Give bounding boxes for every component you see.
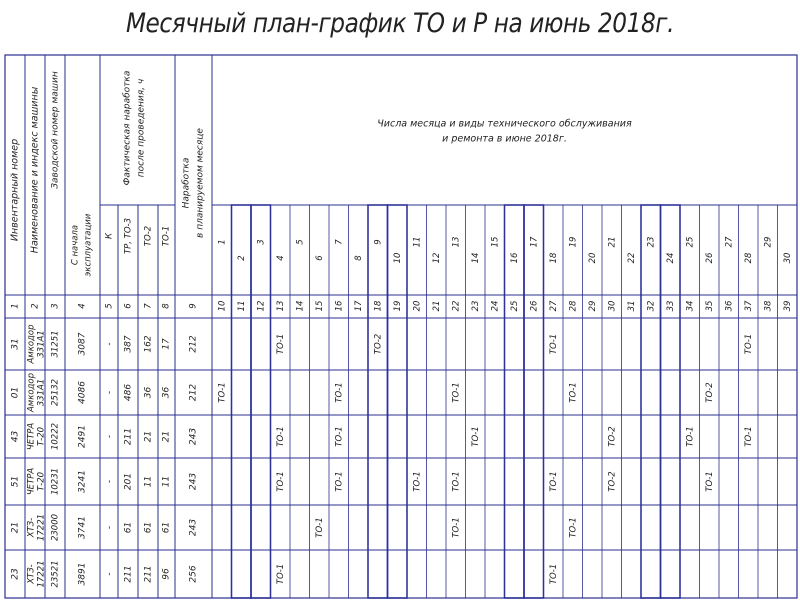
day-number: 6 (314, 255, 325, 261)
maintenance-event: ТО-2 (607, 426, 618, 447)
day-number: 23 (646, 236, 657, 248)
header-planned-1: Наработка (181, 157, 192, 209)
weekend-column-highlight (251, 205, 271, 598)
maintenance-event: ТО-2 (704, 382, 715, 403)
day-number: 4 (275, 255, 286, 261)
row-to1: 17 (161, 338, 172, 350)
day-number: 1 (217, 239, 228, 245)
row-planned: 243 (188, 518, 199, 537)
day-number: 25 (685, 236, 696, 248)
row-factory: 31251 (50, 330, 61, 358)
maintenance-event: ТО-1 (314, 517, 325, 538)
day-number: 18 (548, 252, 559, 264)
row-k: - (104, 390, 115, 395)
maintenance-event: ТО-1 (451, 382, 462, 403)
row-to1: 21 (161, 430, 172, 443)
col-number: 6 (123, 303, 134, 309)
header-days-1: Числа месяца и виды технического обслуживания (377, 118, 632, 130)
row-name-2: Т-20 (36, 471, 47, 492)
col-number: 15 (314, 300, 325, 312)
maintenance-event: ТО-1 (412, 471, 423, 492)
row-name-2: Т-20 (36, 426, 47, 447)
col-number: 30 (607, 300, 618, 312)
maintenance-event: ТО-1 (568, 382, 579, 403)
col-number: 22 (451, 300, 462, 312)
day-number: 12 (431, 252, 442, 264)
header-days-2: и ремонта в июне 2018г. (442, 133, 567, 145)
row-k: - (104, 572, 115, 576)
col-number: 32 (646, 300, 657, 312)
day-number: 11 (412, 236, 423, 248)
col-number: 10 (217, 300, 228, 312)
row-tr: 211 (123, 427, 134, 446)
sub-header-0: К (104, 232, 115, 240)
day-number: 14 (470, 252, 481, 264)
row-to2: 211 (143, 565, 154, 583)
maintenance-event: ТО-1 (704, 471, 715, 492)
row-name-1: ХТЗ- (26, 517, 37, 538)
header-name: Наименование и индекс машины (29, 86, 41, 254)
day-number: 15 (490, 236, 501, 248)
day-number: 17 (529, 236, 540, 248)
col-number: 24 (490, 300, 501, 312)
row-k: - (104, 434, 115, 439)
weekend-column-highlight (232, 205, 252, 598)
maintenance-event: ТО-1 (685, 426, 696, 447)
day-number: 8 (353, 255, 364, 261)
maintenance-event: ТО-1 (275, 471, 286, 492)
day-number: 2 (236, 255, 247, 261)
col-number: 21 (431, 300, 442, 312)
col-number: 14 (295, 300, 306, 312)
maintenance-event: ТО-1 (743, 333, 754, 355)
row-k: - (104, 525, 115, 530)
col-number: 25 (509, 300, 520, 312)
row-k: - (104, 342, 115, 346)
col-number: 19 (392, 300, 403, 312)
row-factory: 10231 (50, 467, 61, 496)
maintenance-event: ТО-1 (334, 426, 345, 447)
row-name-1: ЧЕТРА (26, 467, 37, 496)
row-inventory: 01 (10, 386, 21, 399)
row-name-1: ЧЕТРА (26, 422, 37, 451)
row-to1: 11 (161, 475, 172, 488)
day-number: 20 (587, 252, 598, 264)
row-k: - (104, 479, 115, 484)
maintenance-event: ТО-1 (275, 333, 286, 355)
row-since-start: 3891 (77, 562, 88, 586)
row-to1: 36 (161, 386, 172, 399)
row-factory: 25132 (50, 378, 61, 407)
row-since-start: 2491 (77, 425, 88, 448)
col-number: 2 (30, 303, 41, 309)
day-number: 27 (724, 236, 735, 248)
maintenance-event: ТО-1 (470, 426, 481, 447)
row-to2: 11 (143, 475, 154, 488)
col-number: 9 (188, 303, 199, 309)
col-number: 35 (704, 300, 715, 312)
col-number: 16 (334, 300, 345, 312)
row-tr: 201 (123, 472, 134, 491)
col-number: 8 (161, 303, 172, 309)
header-actual-1: Фактическая наработка (122, 70, 133, 186)
header-actual-2: после проведения, ч (136, 78, 147, 178)
day-number: 26 (704, 252, 715, 264)
header-since-start-2: эксплуатации (83, 213, 94, 277)
row-to1: 96 (161, 568, 172, 580)
col-number: 26 (529, 300, 540, 312)
row-inventory: 51 (10, 475, 21, 488)
col-number: 29 (587, 300, 598, 312)
row-factory: 23000 (50, 513, 61, 542)
day-number: 19 (568, 236, 579, 248)
weekend-column-highlight (524, 205, 544, 598)
header-inventory: Инвентарный номер (9, 138, 21, 242)
maintenance-event: ТО-1 (275, 426, 286, 447)
row-planned: 243 (188, 427, 199, 446)
col-number: 31 (626, 300, 637, 312)
day-number: 9 (373, 239, 384, 245)
row-name-1: Амкодор (26, 324, 37, 364)
col-number: 36 (724, 300, 735, 312)
row-since-start: 3741 (77, 516, 88, 539)
row-tr: 211 (123, 565, 134, 583)
col-number: 7 (143, 303, 154, 309)
maintenance-event: ТО-1 (334, 382, 345, 403)
weekend-column-highlight (368, 205, 388, 598)
day-number: 7 (334, 239, 345, 245)
col-number: 33 (665, 300, 676, 312)
row-tr: 387 (123, 335, 134, 353)
day-number: 13 (451, 236, 462, 248)
col-number: 11 (236, 300, 247, 312)
row-since-start: 3087 (77, 332, 88, 356)
sub-header-3: ТО-1 (161, 225, 172, 247)
row-name-2: 17221 (36, 560, 47, 588)
day-number: 30 (782, 252, 793, 264)
day-number: 10 (392, 252, 403, 264)
maintenance-event: ТО-1 (743, 426, 754, 447)
row-inventory: 23 (10, 568, 21, 580)
maintenance-event: ТО-1 (334, 471, 345, 492)
row-factory: 23521 (50, 560, 61, 588)
col-number: 37 (743, 300, 754, 312)
maintenance-event: ТО-1 (568, 517, 579, 538)
maintenance-event: ТО-1 (548, 471, 559, 492)
col-number: 3 (50, 303, 61, 309)
row-since-start: 4086 (77, 381, 88, 404)
day-number: 3 (256, 239, 267, 245)
row-inventory: 31 (10, 338, 21, 350)
sub-header-1: ТР, ТО-3 (123, 217, 134, 255)
row-tr: 61 (123, 521, 134, 534)
row-inventory: 21 (10, 521, 21, 534)
col-number: 1 (10, 303, 21, 309)
row-name-2: 17221 (36, 513, 47, 542)
col-number: 38 (763, 300, 774, 312)
header-factory: Заводской номер машин (50, 71, 61, 189)
day-number: 28 (743, 252, 754, 264)
row-to2: 61 (143, 521, 154, 534)
day-number: 5 (295, 239, 306, 245)
col-number: 39 (782, 300, 793, 312)
day-number: 21 (607, 236, 618, 248)
row-to2: 162 (143, 335, 154, 353)
row-name-1: ХТЗ- (26, 564, 37, 584)
col-number: 5 (104, 303, 115, 309)
day-number: 16 (509, 252, 520, 264)
row-name-2: 331А1 (36, 378, 47, 407)
maintenance-event: ТО-2 (373, 333, 384, 355)
header-planned-2: в планируемом месяце (195, 128, 206, 238)
header-since-start-1: С начала (70, 224, 81, 266)
maintenance-event: ТО-1 (451, 471, 462, 492)
page-title: Месячный план-график ТО и Р на июнь 2018г. (125, 8, 675, 39)
weekend-column-highlight (641, 205, 661, 598)
maintenance-event: ТО-1 (548, 333, 559, 355)
row-planned: 212 (188, 335, 199, 353)
row-tr: 486 (123, 383, 134, 402)
row-planned: 256 (188, 565, 199, 583)
row-name-2: 331А1 (36, 330, 47, 358)
row-to1: 61 (161, 521, 172, 534)
maintenance-event: ТО-2 (607, 471, 618, 492)
col-number: 27 (548, 300, 559, 312)
col-number: 17 (353, 300, 364, 312)
col-number: 18 (373, 300, 384, 312)
day-number: 22 (626, 252, 637, 264)
row-inventory: 43 (10, 430, 21, 443)
col-number: 28 (568, 300, 579, 312)
col-number: 4 (77, 303, 88, 309)
maintenance-event: ТО-1 (548, 563, 559, 585)
row-to2: 21 (143, 430, 154, 443)
maintenance-event: ТО-1 (217, 382, 228, 403)
sub-header-2: ТО-2 (143, 225, 154, 247)
row-to2: 36 (143, 386, 154, 399)
maintenance-event: ТО-1 (451, 517, 462, 538)
maintenance-event: ТО-1 (275, 563, 286, 585)
day-number: 24 (665, 252, 676, 264)
row-planned: 243 (188, 472, 199, 491)
row-planned: 212 (188, 383, 199, 402)
col-number: 20 (412, 300, 423, 312)
day-number: 29 (763, 236, 774, 248)
col-number: 12 (256, 300, 267, 312)
row-factory: 10222 (50, 422, 61, 451)
row-since-start: 3241 (77, 470, 88, 493)
col-number: 34 (685, 300, 696, 312)
col-number: 13 (275, 300, 286, 312)
col-number: 23 (470, 300, 481, 312)
row-name-1: Амкодор (26, 372, 37, 413)
